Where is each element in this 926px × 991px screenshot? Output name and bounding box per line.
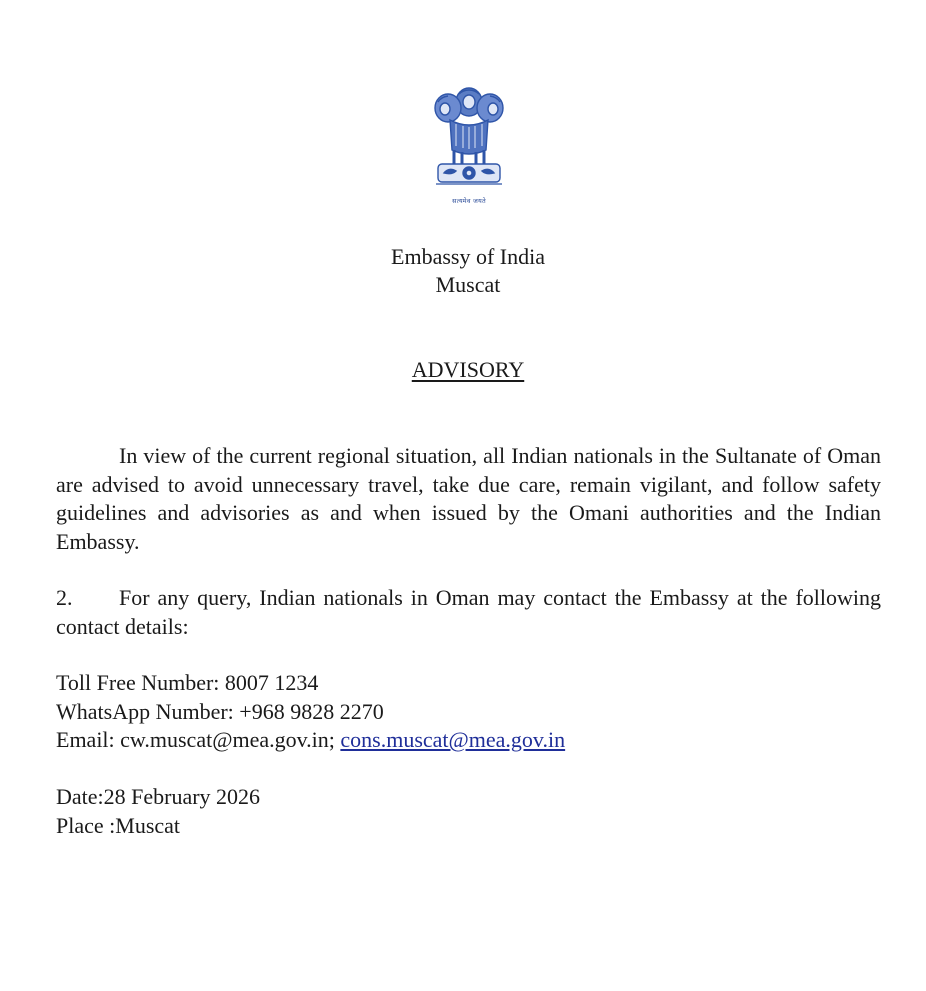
- document-title: ADVISORY: [411, 357, 525, 382]
- advisory-paragraph-1: In view of the current regional situation, all Indian nationals in the Sultanate of Oman are advised to avoid unnecessary travel, take due care, remain vigilant, and follow safety guidelines and advisories as and when issued by the Omani authorities and the Indian Embassy.: [56, 443, 881, 554]
- emblem-motto: सत्यमेव जयते: [452, 197, 486, 205]
- advisory-paragraph-2: [56, 584, 881, 641]
- email-line: [56, 726, 565, 755]
- state-emblem-icon: [426, 80, 512, 210]
- toll-free-number: Toll Free Number: 8007 1234: [56, 670, 319, 695]
- paragraph-2-text: For any query, Indian nationals in Oman may contact the Embassy at the following contact details:: [56, 585, 881, 639]
- email-link[interactable]: cons.muscat@mea.gov.in: [340, 727, 566, 752]
- document-place: Place :Muscat: [56, 812, 181, 838]
- embassy-name: Embassy of India: [391, 244, 545, 269]
- document-footer: [56, 783, 260, 840]
- contact-details: [56, 669, 565, 755]
- document-date: Date:28 February 2026: [56, 784, 261, 809]
- email-label: Email: cw.muscat@mea.gov.in;: [56, 727, 341, 752]
- embassy-city: Muscat: [435, 272, 501, 297]
- whatsapp-number: WhatsApp Number: +968 9828 2270: [56, 698, 384, 724]
- paragraph-number: 2.: [56, 585, 73, 610]
